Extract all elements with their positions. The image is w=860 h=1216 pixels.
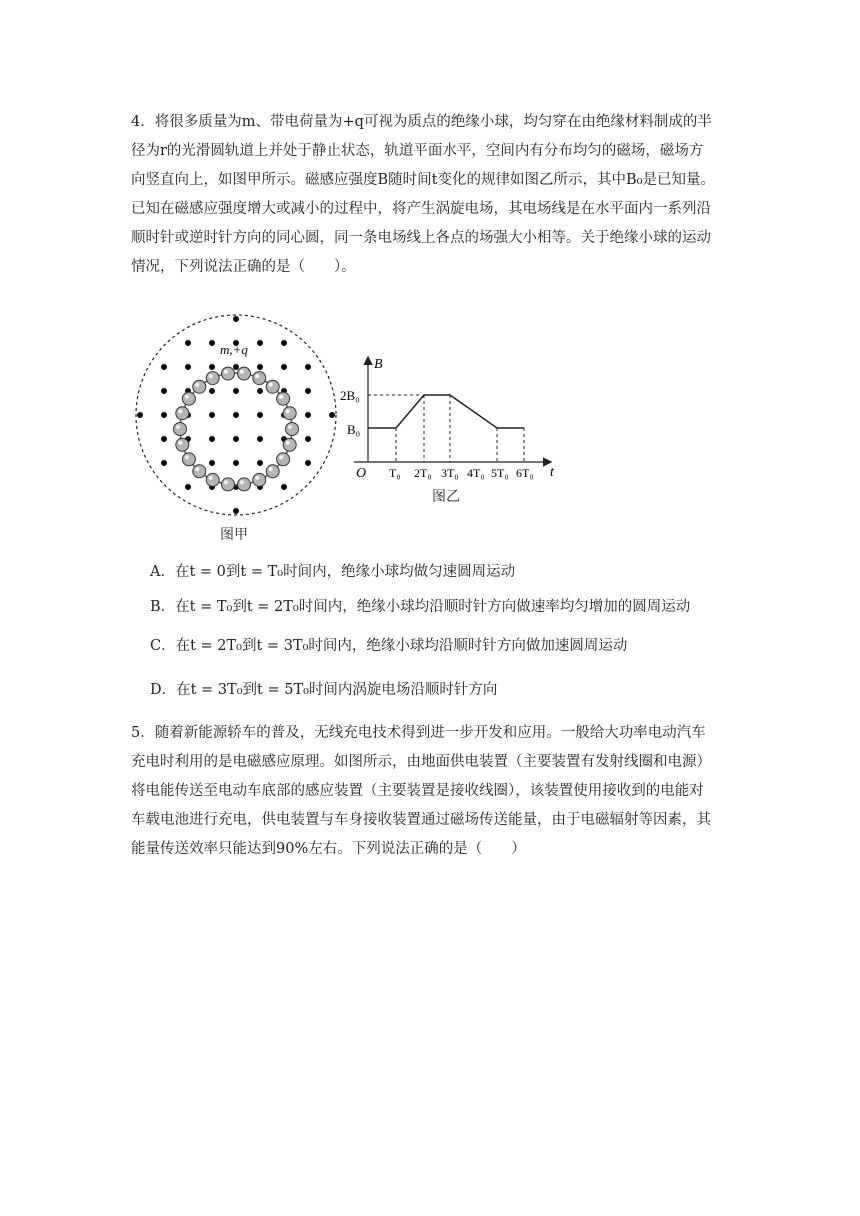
tick-5t0: 5T₀: [491, 466, 509, 480]
field-dot: [305, 436, 311, 442]
tick-2b0: 2B₀: [340, 388, 360, 403]
figure-jia-caption: 图甲: [220, 527, 248, 543]
field-dot: [233, 316, 239, 322]
ball-highlight: [178, 441, 182, 445]
field-dot: [185, 484, 191, 490]
field-dot: [161, 364, 167, 370]
field-dot: [305, 460, 311, 466]
ball-highlight: [286, 441, 290, 445]
option-d: D．在t = 3T₀到t = 5T₀时间内涡旋电场沿顺时针方向: [150, 682, 498, 698]
field-dot: [209, 436, 215, 442]
field-dot: [305, 412, 311, 418]
ball-highlight: [288, 425, 292, 429]
field-dot: [233, 412, 239, 418]
charged-ball: [222, 367, 235, 380]
t-axis-label: t: [550, 465, 554, 480]
ball-highlight: [185, 395, 189, 399]
field-dot: [305, 388, 311, 394]
charged-ball: [174, 423, 187, 436]
field-dot: [161, 388, 167, 394]
charged-ball: [193, 380, 206, 393]
field-dot: [209, 388, 215, 394]
tick-t0: T₀: [389, 466, 401, 480]
tick-2t0: 2T₀: [414, 466, 432, 480]
field-dot: [257, 460, 263, 466]
ball-highlight: [195, 383, 199, 387]
question-4-line: 已知在磁感应强度增大或减小的过程中，将产生涡旋电场，其电场线是在水平面内一系列沿: [131, 201, 711, 217]
field-dot: [209, 460, 215, 466]
ball-highlight: [178, 409, 182, 413]
ball-highlight: [209, 476, 213, 480]
field-dot: [209, 340, 215, 346]
ball-highlight: [209, 374, 213, 378]
ball-highlight: [176, 425, 180, 429]
option-c: C．在t = 2T₀到t = 3T₀时间内，绝缘小球均沿顺时针方向做加速圆周运动: [150, 638, 628, 654]
question-4-line: 4．将很多质量为m、带电荷量为+q可视为质点的绝缘小球，均匀穿在由绝缘材料制成的半: [131, 114, 712, 130]
field-dot: [305, 364, 311, 370]
charged-ball: [182, 392, 195, 405]
ball-highlight: [255, 476, 259, 480]
ball-highlight: [240, 370, 244, 374]
charged-ball: [286, 423, 299, 436]
ball-highlight: [286, 409, 290, 413]
tick-b0: B₀: [347, 422, 361, 437]
question-4-line: 情况，下列说法正确的是（ ）。: [131, 259, 356, 275]
question-5-line: 5．随着新能源轿车的普及，无线充电技术得到进一步开发和应用。一般给大功率电动汽车: [131, 725, 706, 741]
field-dot: [257, 412, 263, 418]
field-dot: [185, 364, 191, 370]
field-dot: [281, 340, 287, 346]
field-dot: [329, 412, 335, 418]
charged-ball: [266, 465, 279, 478]
field-dot: [257, 436, 263, 442]
figure-yi-caption: 图乙: [432, 489, 460, 505]
tick-6t0: 6T₀: [516, 466, 534, 480]
question-4-text: [131, 108, 731, 282]
field-dot: [257, 340, 263, 346]
field-dot: [185, 340, 191, 346]
b-axis-label: B: [374, 357, 383, 372]
tick-3t0: 3T₀: [441, 466, 459, 480]
charged-ball: [222, 478, 235, 491]
ball-highlight: [269, 467, 273, 471]
charged-ball: [238, 367, 251, 380]
question-5-line: 车载电池进行充电，供电装置与车身接收装置通过磁场传送能量，由于电磁辐射等因素，其: [131, 812, 711, 828]
field-dot: [233, 388, 239, 394]
ball-highlight: [185, 455, 189, 459]
field-dot: [233, 364, 239, 370]
question-5-line: 能量传送效率只能达到90%左右。下列说法正确的是（ ）: [131, 841, 526, 857]
field-dot: [161, 460, 167, 466]
ball-highlight: [224, 370, 228, 374]
field-dot: [209, 364, 215, 370]
field-dot: [233, 508, 239, 514]
field-dot: [137, 412, 143, 418]
question-4-line: 顺时针或逆时针方向的同心圆，同一条电场线上各点的场强大小相等。关于绝缘小球的运动: [131, 230, 711, 246]
charged-ball: [206, 372, 219, 385]
charged-balls: [174, 367, 299, 491]
question-4-line: 向竖直向上，如图甲所示。磁感应强度B随时间t变化的规律如图乙所示，其中B₀是已知量。: [131, 172, 715, 188]
field-dot: [233, 436, 239, 442]
tick-4t0: 4T₀: [467, 466, 485, 480]
option-a: A．在t = 0到t = T₀时间内，绝缘小球均做匀速圆周运动: [150, 564, 516, 580]
ball-highlight: [240, 480, 244, 484]
field-dot: [257, 364, 263, 370]
ball-highlight: [279, 395, 283, 399]
question-5-text: [131, 719, 731, 864]
ball-highlight: [269, 383, 273, 387]
charged-ball: [253, 473, 266, 486]
figure-jia: [128, 312, 348, 548]
charged-ball: [193, 465, 206, 478]
question-4-line: 径为r的光滑圆轨道上并处于静止状态，轨道平面水平，空间内有分布均匀的磁场，磁场方: [131, 143, 704, 159]
ball-highlight: [255, 374, 259, 378]
origin-label: O: [356, 466, 367, 481]
charged-ball: [206, 473, 219, 486]
field-dot: [161, 412, 167, 418]
charged-ball: [182, 453, 195, 466]
ball-highlight: [279, 455, 283, 459]
charged-ball: [283, 407, 296, 420]
charged-ball: [176, 438, 189, 451]
question-5-line: 将电能传送至电动车底部的感应装置（主要装置是接收线圈），该装置使用接收到的电能对: [131, 783, 704, 799]
ball-highlight: [224, 480, 228, 484]
charged-ball: [176, 407, 189, 420]
ball-highlight: [195, 467, 199, 471]
field-dot: [233, 460, 239, 466]
figure-yi: [340, 350, 565, 510]
question-5-line: 充电时利用的是电磁感应原理。如图所示，由地面供电装置（主要装置有发射线圈和电源）: [131, 754, 711, 770]
charged-ball: [277, 392, 290, 405]
field-dot: [161, 436, 167, 442]
figure-jia-diagram: [128, 312, 348, 548]
option-b: B．在t = T₀到t = 2T₀时间内，绝缘小球均沿顺时针方向做速率均匀增加的圆周运动: [150, 599, 691, 615]
ball-label: m,+q: [220, 342, 248, 357]
charged-ball: [277, 453, 290, 466]
charged-ball: [253, 372, 266, 385]
charged-ball: [266, 380, 279, 393]
charged-ball: [238, 478, 251, 491]
charged-ball: [283, 438, 296, 451]
field-dot: [281, 484, 287, 490]
field-dot: [257, 388, 263, 394]
b-t-curve: [368, 395, 524, 428]
field-dot: [281, 364, 287, 370]
field-dot: [209, 412, 215, 418]
